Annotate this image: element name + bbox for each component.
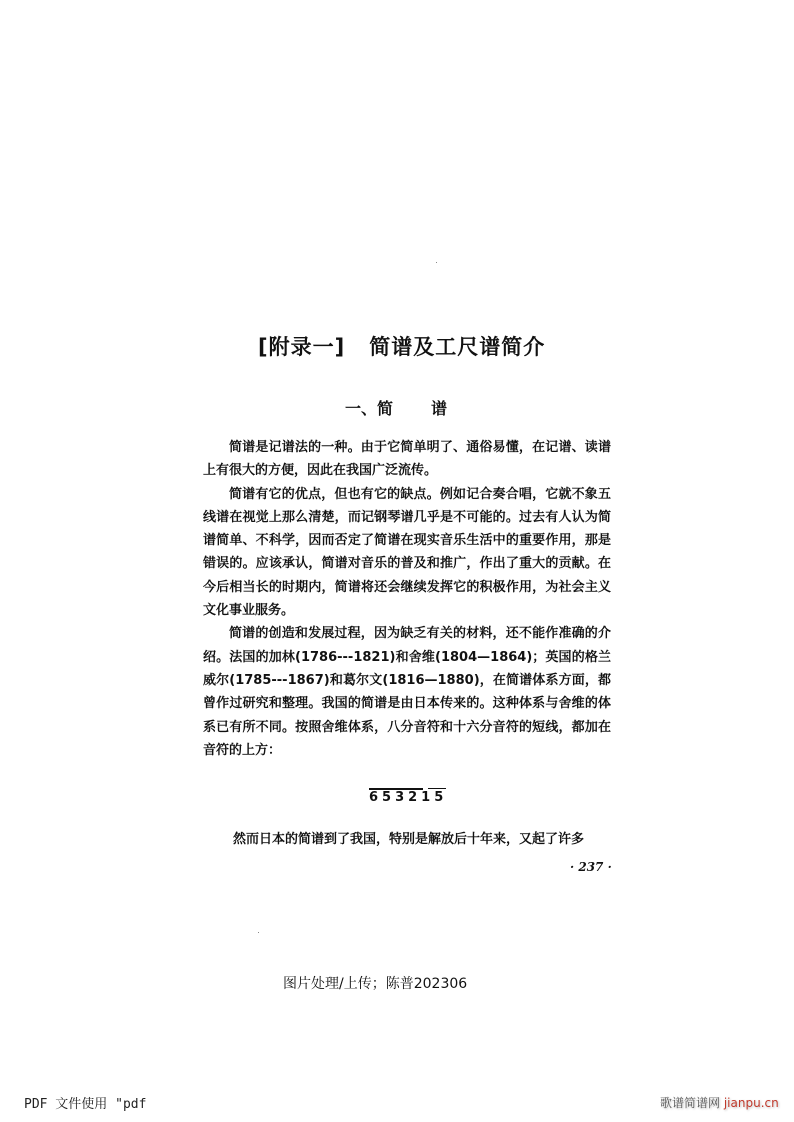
notation-digits: 653215 xyxy=(369,790,448,805)
eighth-note-beam xyxy=(369,788,423,790)
paragraph: 简谱的创造和发展过程，因为缺乏有关的材料，还不能作准确的介绍。法国的加林(1786---1821)和舍维(1804—1864)；英国的格兰威尔(1785---1867)和葛尔文(1816—1880)，在简谱体系方面，都曾作过研究和整理。我国的简谱是由日本传来的。这种体系与舍维的体系已有所不同。按照舍维体系，八分音符和十六分音符的短线，都加在音符的上方： xyxy=(203,626,611,758)
pdf-footer-text: PDF 文件使用 "pdf xyxy=(24,1097,147,1112)
paragraph: 简谱是记谱法的一种。由于它简单明了、通俗易懂，在记谱、读谱上有很大的方便，因此在我国广泛流传。 xyxy=(203,440,611,479)
section-title-rest: 谱 xyxy=(431,399,448,418)
notation-example xyxy=(369,790,447,805)
scan-speck xyxy=(436,262,437,263)
scan-speck xyxy=(258,932,259,933)
paragraph: 简谱有它的优点，但也有它的缺点。例如记合奏合唱，它就不象五线谱在视觉上那么清楚，而记钢琴谱几乎是不可能的。过去有人认为简谱简单、不科学，因而否定了简谱在现实音乐生活中的重要作用，那是错误的。应该承认，简谱对音乐的普及和推广，作出了重大的贡献。在今后相当长的时期内，简谱将还会继续发挥它的积极作用，为社会主义文化事业服务。 xyxy=(203,486,611,619)
continuation-line: 然而日本的简谱到了我国，特别是解放后十年来，又起了许多 xyxy=(233,832,585,847)
section-number: 一、简 xyxy=(345,399,394,418)
watermark-site-name: 歌谱简谱网 xyxy=(660,1096,721,1110)
page-title xyxy=(258,331,578,361)
section-title xyxy=(345,396,447,419)
upload-credit: 图片处理/上传；陈普202306 xyxy=(283,976,468,992)
page-number: · 237 · xyxy=(570,860,612,874)
site-watermark xyxy=(660,1094,779,1111)
eighth-note-beam xyxy=(428,788,446,789)
appendix-label: [附录一] xyxy=(258,335,346,359)
watermark-domain: jianpu.cn xyxy=(723,1096,779,1110)
appendix-title: 简谱及工尺谱简介 xyxy=(369,335,546,359)
body-text xyxy=(203,436,611,762)
